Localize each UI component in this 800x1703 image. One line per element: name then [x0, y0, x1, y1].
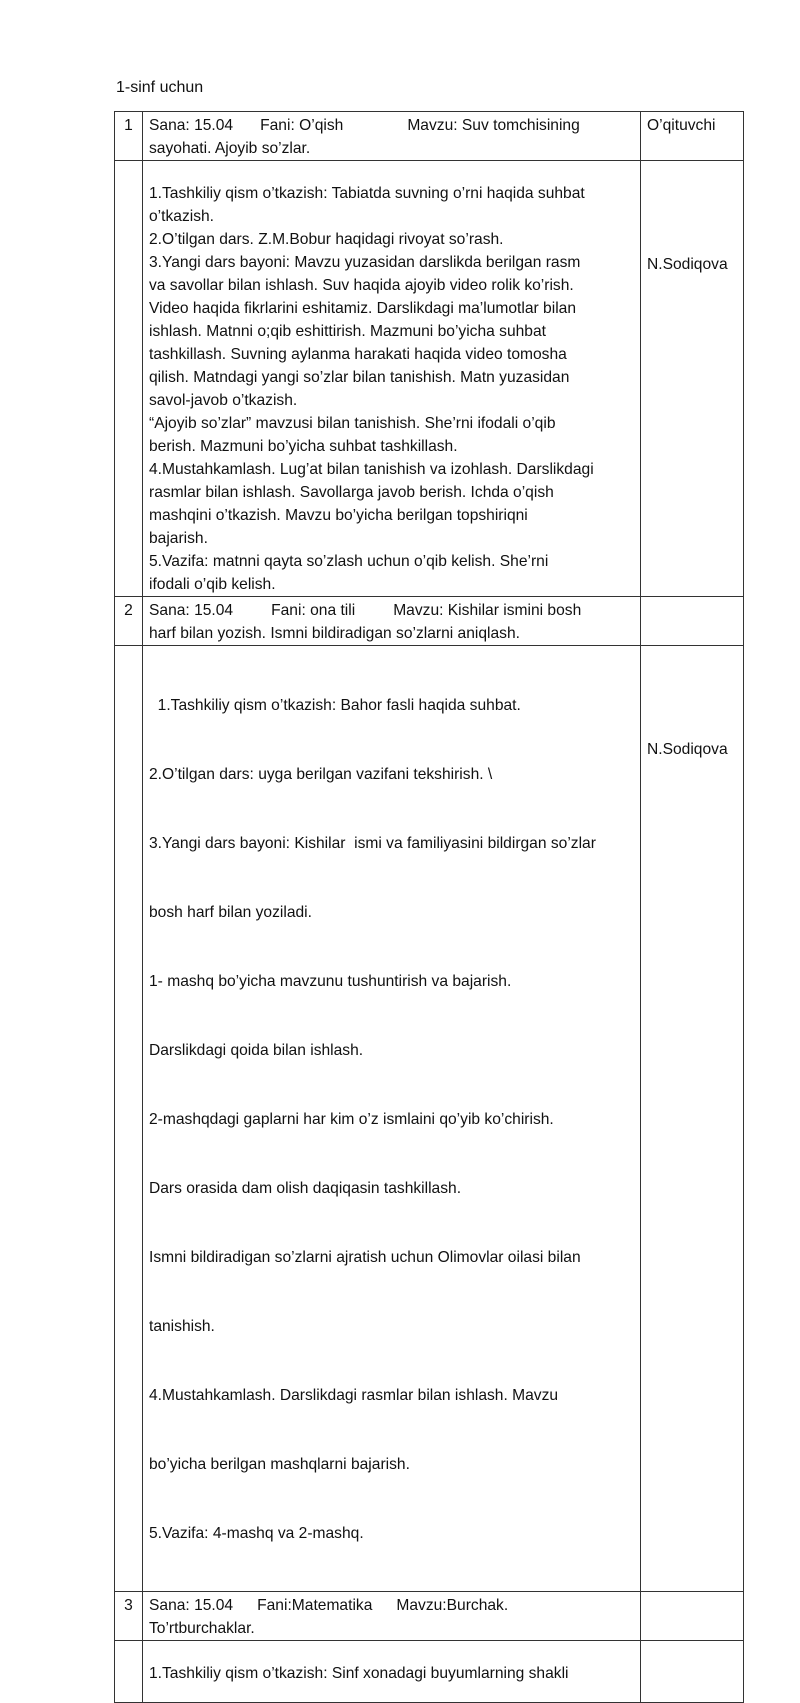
body-line: 2.O’tilgan dars. Z.M.Bobur haqidagi rivoyat so’rash.	[149, 231, 504, 248]
body-line: tashkillash. Suvning aylanma harakati haqida video tomosha	[149, 346, 567, 363]
teacher-column-empty	[641, 597, 744, 646]
body-line: 2-mashqdagi gaplarni har kim o’z ismlaini qo’yib ko’chirish.	[149, 1111, 554, 1128]
body-line: bosh harf bilan yoziladi.	[149, 904, 312, 921]
body-line: 2.O’tilgan dars: uyga berilgan vazifani tekshirish. \	[149, 766, 493, 783]
lesson-header-row	[115, 112, 744, 161]
lesson-subject: Fani: O’qish	[260, 117, 344, 134]
body-line: bo’yicha berilgan mashqlarni bajarish.	[149, 1456, 410, 1473]
lesson-header-cell	[143, 1592, 641, 1641]
body-line: tanishish.	[149, 1318, 215, 1335]
body-line: 3.Yangi dars bayoni: Mavzu yuzasidan darslikda berilgan rasm	[149, 254, 581, 271]
lesson-body-row	[115, 161, 744, 597]
teacher-cell	[641, 1641, 744, 1703]
lesson-number-empty	[115, 1641, 143, 1703]
lesson-date: Sana: 15.04	[149, 602, 234, 619]
lesson-body-row	[115, 646, 744, 1592]
lesson-topic: Mavzu:Burchak.	[396, 1597, 509, 1614]
body-line: Darslikdagi qoida bilan ishlash.	[149, 1042, 364, 1059]
lesson-number: 2	[115, 597, 143, 646]
lesson-header-cell	[143, 112, 641, 161]
lesson-header-row	[115, 597, 744, 646]
body-line: o’tkazish.	[149, 208, 215, 225]
lesson-number: 1	[115, 112, 143, 161]
teacher-name: N.Sodiqova	[647, 741, 728, 758]
lesson-number-empty	[115, 646, 143, 1592]
teacher-column-empty	[641, 1592, 744, 1641]
body-line: 4.Mustahkamlash. Lug’at bilan tanishish va izohlash. Darslikdagi	[149, 461, 594, 478]
body-line: Ismni bildiradigan so’zlarni ajratish uchun Olimovlar oilasi bilan	[149, 1249, 581, 1266]
lesson-topic: Mavzu: Suv tomchisining	[407, 117, 580, 134]
lesson-number: 3	[115, 1592, 143, 1641]
body-line: 1.Tashkiliy qism o’tkazish: Sinf xonadagi buyumlarning shakli	[149, 1665, 569, 1682]
body-line: rasmlar bilan ishlash. Savollarga javob berish. Ichda o’qish	[149, 484, 554, 501]
body-line: 3.Yangi dars bayoni: Kishilar ismi va familiyasini bildirgan so’zlar	[149, 835, 596, 852]
teacher-name: N.Sodiqova	[647, 256, 728, 273]
lesson-number-empty	[115, 161, 143, 597]
teacher-cell	[641, 161, 744, 597]
lesson-body-row	[115, 1641, 744, 1703]
body-line: “Ajoyib so’zlar” mavzusi bilan tanishish. She’rni ifodali o’qib	[149, 415, 556, 432]
body-line: berish. Mazmuni bo’yicha suhbat tashkillash.	[149, 438, 458, 455]
body-line: mashqini o’tkazish. Mavzu bo’yicha berilgan topshiriqni	[149, 507, 528, 524]
lesson-topic-continued: harf bilan yozish. Ismni bildiradigan so’zlarni aniqlash.	[149, 625, 520, 642]
body-line: bajarish.	[149, 530, 208, 547]
body-line: ifodali o’qib kelish.	[149, 576, 276, 593]
lesson-header-cell	[143, 597, 641, 646]
body-line: qilish. Matndagi yangi so’zlar bilan tanishish. Matn yuzasidan	[149, 369, 570, 386]
body-line: 1.Tashkiliy qism o’tkazish: Bahor fasli haqida suhbat.	[149, 697, 521, 714]
body-line: 5.Vazifa: matnni qayta so’zlash uchun o’qib kelish. She’rni	[149, 553, 549, 570]
page-heading: 1-sinf uchun	[116, 79, 204, 96]
body-line: va savollar bilan ishlash. Suv haqida ajoyib video rolik ko’rish.	[149, 277, 574, 294]
lesson-date: Sana: 15.04	[149, 1597, 234, 1614]
body-line: savol-javob o’tkazish.	[149, 392, 298, 409]
body-line: Dars orasida dam olish daqiqasin tashkillash.	[149, 1180, 462, 1197]
teacher-column-header: O’qituvchi	[641, 112, 744, 161]
lesson-subject: Fani: ona tili	[271, 602, 356, 619]
lesson-subject: Fani:Matematika	[257, 1597, 373, 1614]
lesson-body-cell	[143, 646, 641, 1592]
body-line: 5.Vazifa: 4-mashq va 2-mashq.	[149, 1525, 364, 1542]
lesson-topic: Mavzu: Kishilar ismini bosh	[393, 602, 582, 619]
body-line: 1- mashq bo’yicha mavzunu tushuntirish va bajarish.	[149, 973, 512, 990]
lesson-date: Sana: 15.04	[149, 117, 234, 134]
lesson-plan-table	[114, 111, 744, 1703]
body-line: 1.Tashkiliy qism o’tkazish: Tabiatda suvning o’rni haqida suhbat	[149, 185, 585, 202]
body-line: 4.Mustahkamlash. Darslikdagi rasmlar bilan ishlash. Mavzu	[149, 1387, 559, 1404]
lesson-body-cell	[143, 1641, 641, 1703]
teacher-cell	[641, 646, 744, 1592]
lesson-topic-continued: sayohati. Ajoyib so’zlar.	[149, 140, 311, 157]
lesson-header-row	[115, 1592, 744, 1641]
lesson-topic-continued: To’rtburchaklar.	[149, 1620, 255, 1637]
lesson-body-cell	[143, 161, 641, 597]
body-line: Video haqida fikrlarini eshitamiz. Darslikdagi ma’lumotlar bilan	[149, 300, 577, 317]
body-line: ishlash. Matnni o;qib eshittirish. Mazmuni bo’yicha suhbat	[149, 323, 546, 340]
